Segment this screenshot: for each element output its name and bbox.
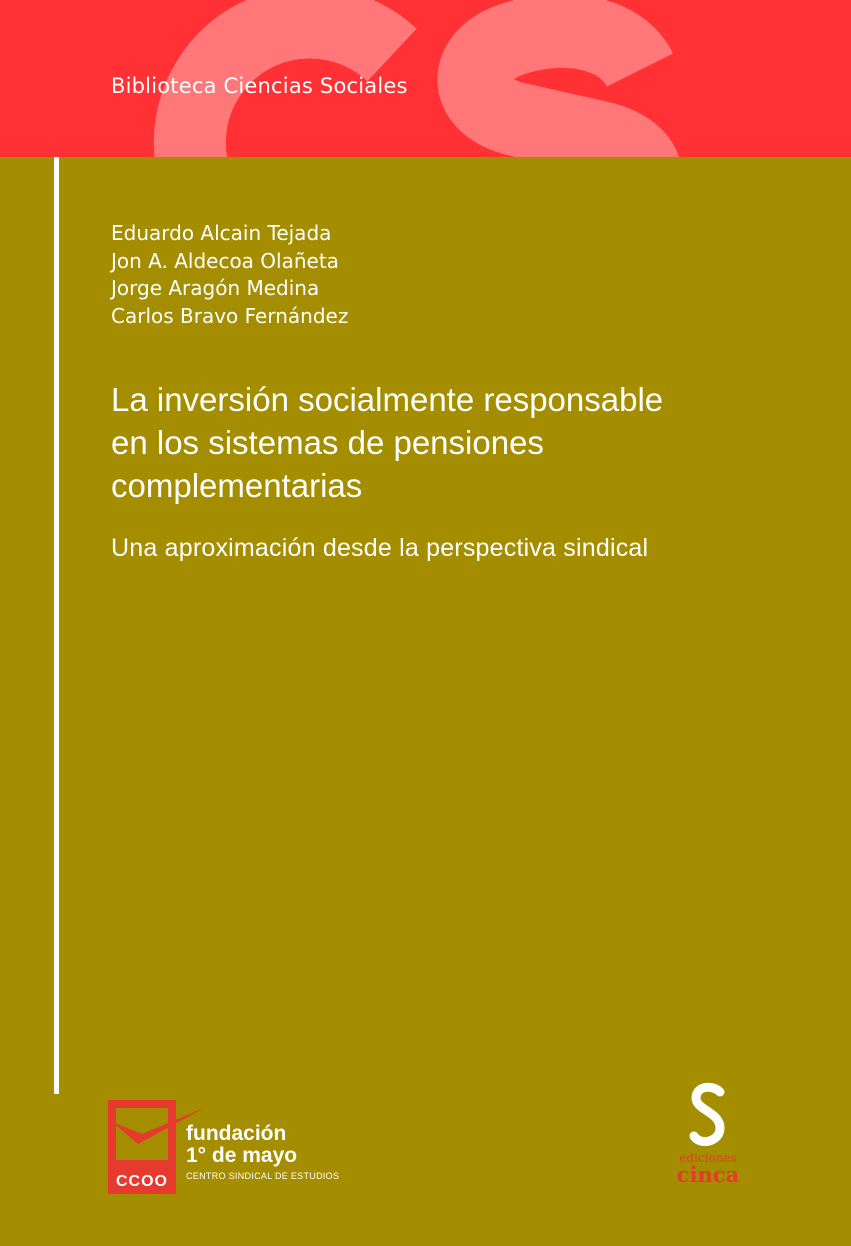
book-title-line: en los sistemas de pensiones xyxy=(111,424,544,461)
cinca-s-icon xyxy=(686,1082,730,1152)
book-title xyxy=(111,378,751,507)
fundacion-subtitle: CENTRO SINDICAL DE ESTUDIOS xyxy=(186,1171,340,1181)
author-name: Eduardo Alcain Tejada xyxy=(111,221,332,245)
author-name: Carlos Bravo Fernández xyxy=(111,303,349,328)
author-list xyxy=(111,220,348,330)
ccoo-logo-text: CCOO xyxy=(116,1173,168,1190)
cinca-label: ediciones xyxy=(679,1151,737,1165)
series-header-band xyxy=(0,0,851,157)
book-subtitle: Una aproximación desde la perspectiva sindical xyxy=(111,534,649,562)
author-name: Jorge Aragón Medina xyxy=(111,276,320,300)
vertical-rule xyxy=(54,157,59,1094)
book-title-line: complementarias xyxy=(111,467,363,504)
series-title: Biblioteca Ciencias Sociales xyxy=(111,74,408,98)
book-title-line: La inversión socialmente responsable xyxy=(111,381,664,418)
ediciones-cinca-logo xyxy=(668,1082,748,1185)
fundacion-name-line2: 1° de mayo xyxy=(186,1144,298,1167)
author-name: Jon A. Aldecoa Olañeta xyxy=(111,248,339,273)
cinca-name: cinca xyxy=(676,1162,740,1187)
fundacion-1-mayo-logo xyxy=(186,1123,339,1181)
fundacion-name-line1: fundación xyxy=(186,1122,287,1145)
